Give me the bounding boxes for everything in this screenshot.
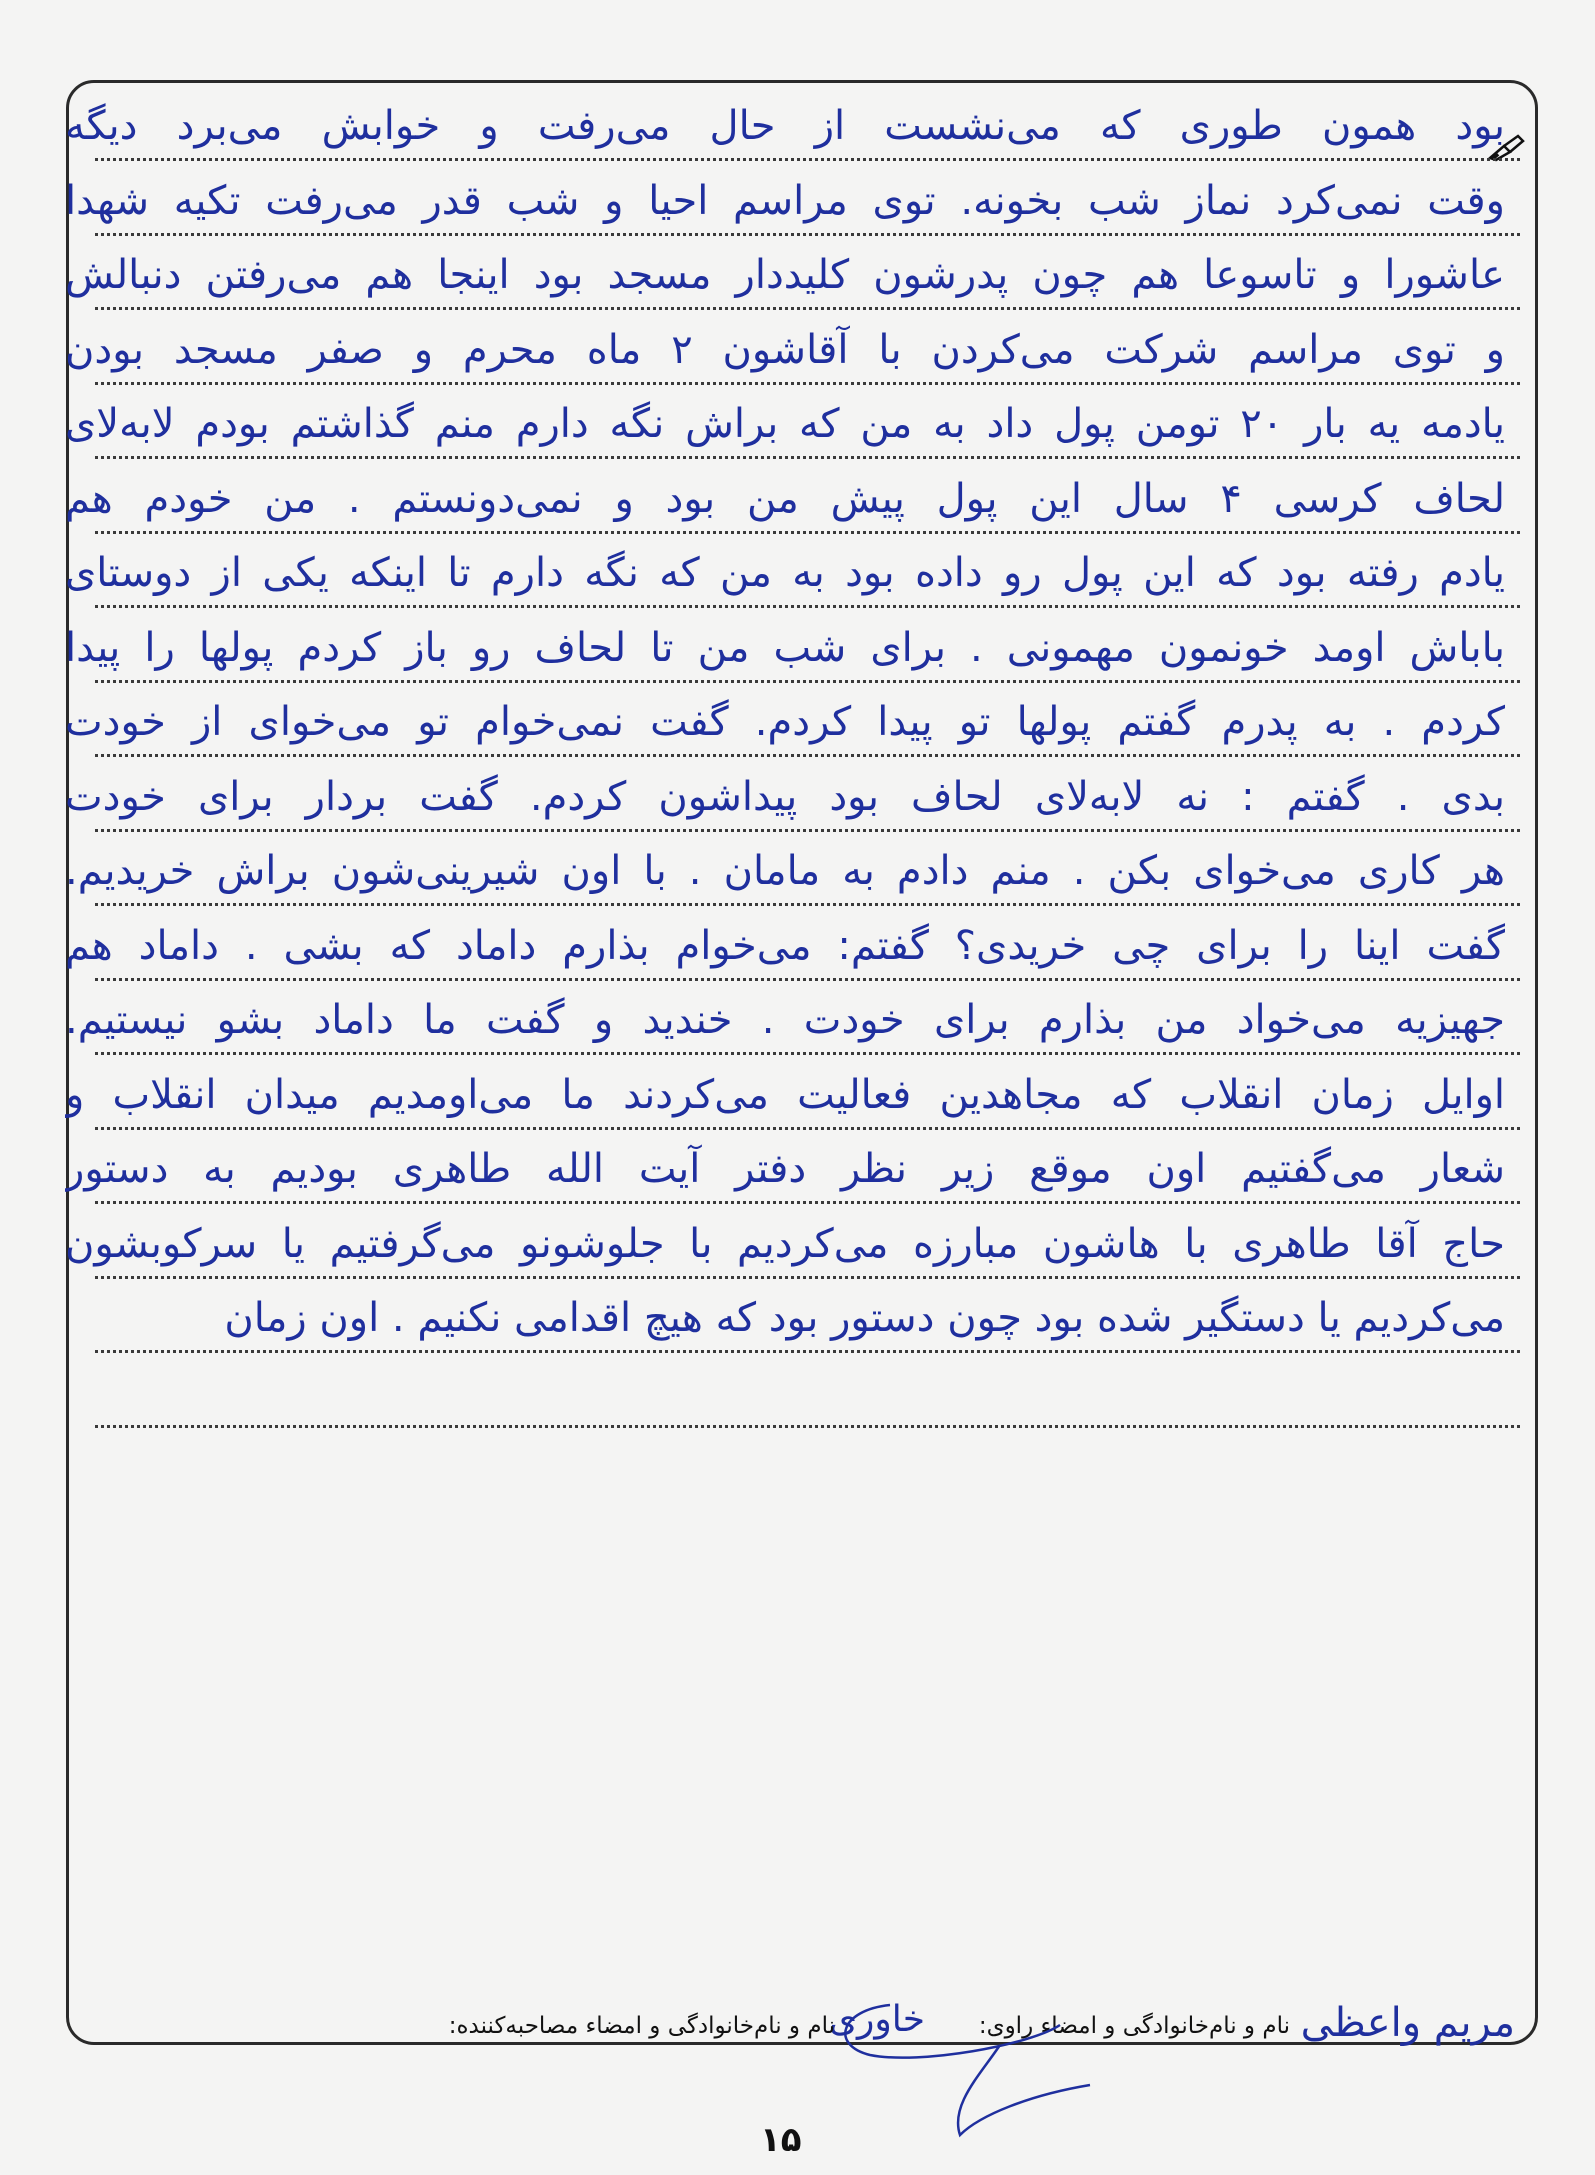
- ruled-line: [95, 233, 1520, 236]
- signature-footer: [95, 1995, 1515, 2055]
- handwritten-line: اوایل زمان انقلاب که مجاهدین فعالیت می‌کردند ما می‌اومدیم میدان انقلاب و: [65, 1071, 1505, 1118]
- handwritten-line: جهیزیه می‌خواد من بذارم برای خودت . خندید و گفت ما داماد بشو نیستیم.: [65, 997, 1505, 1043]
- ruled-line: [95, 754, 1520, 757]
- ruled-line: [95, 531, 1520, 534]
- handwritten-line: یادم رفته بود که این پول رو داده بود به من که نگه دارم تا اینکه یکی از دوستای: [65, 550, 1505, 596]
- handwritten-line: وقت نمی‌کرد نماز شب بخونه. توی مراسم احیا و شب قدر می‌رفت تکیه شهدا: [65, 177, 1505, 224]
- handwritten-line: می‌کردیم یا دستگیر شده بود چون دستور بود که هیچ اقدامی نکنیم . اون زمان: [224, 1295, 1505, 1341]
- handwritten-line: گفت اینا را برای چی خریدی؟ گفتم: می‌خوام بذارم داماد که بشی . داماد هم: [65, 922, 1505, 969]
- narrator-signature: مریم واعظی: [1300, 2000, 1515, 2046]
- page-number: ۱۵: [760, 2120, 802, 2160]
- handwritten-line: یادمه یه بار ۲۰ تومن پول داد به من که براش نگه دارم منم گذاشتم بودم لابه‌لای: [65, 401, 1505, 447]
- ruled-line: [95, 1425, 1520, 1428]
- handwritten-line: هر کاری می‌خوای بکن . منم دادم به مامان . با اون شیرینی‌شون براش خریدیم.: [65, 848, 1505, 894]
- interviewer-label: نام و نام‌خانوادگی و امضاء مصاحبه‌کننده:: [448, 2013, 835, 2039]
- handwritten-line: باباش اومد خونمون مهمونی . برای شب من تا لحاف رو باز کردم پولها را پیدا: [65, 624, 1505, 671]
- ruled-line: [95, 978, 1520, 981]
- ruled-line: [95, 1276, 1520, 1279]
- handwritten-line: عاشورا و تاسوعا هم چون پدرشون کلیددار مسجد بود اینجا هم می‌رفتن دنبالش: [65, 252, 1505, 298]
- ruled-line: [95, 1350, 1520, 1353]
- ruled-line: [95, 829, 1520, 832]
- signature-flourish: [830, 1985, 1100, 2145]
- ruled-line: [95, 1052, 1520, 1055]
- ruled-line: [95, 605, 1520, 608]
- handwritten-line: کردم . به پدرم گفتم پولها تو پیدا کردم. گفت نمی‌خوام تو می‌خوای از خودت: [65, 699, 1505, 745]
- ruled-line: [95, 382, 1520, 385]
- ruled-line: [95, 456, 1520, 459]
- ruled-line: [95, 1127, 1520, 1130]
- handwritten-line: حاج آقا طاهری با هاشون مبارزه می‌کردیم با جلوشونو می‌گرفتیم یا سرکوبشون: [65, 1220, 1505, 1267]
- narrator-label: نام و نام‌خانوادگی و امضاء راوی:: [978, 2013, 1290, 2039]
- ruled-line: [95, 158, 1520, 161]
- ruled-line: [95, 903, 1520, 906]
- handwritten-line: بود همون طوری که می‌نشست از حال می‌رفت و خوابش می‌برد دیگه: [65, 103, 1505, 149]
- ruled-line: [95, 307, 1520, 310]
- handwritten-line: بدی . گفتم : نه لابه‌لای لحاف بود پیداشون کردم. گفت بردار برای خودت: [65, 773, 1505, 820]
- handwritten-line: و توی مراسم شرکت می‌کردن با آقاشون ۲ ماه محرم و صفر مسجد بودن: [65, 326, 1505, 373]
- ruled-line: [95, 1201, 1520, 1204]
- ruled-line: [95, 680, 1520, 683]
- interviewer-signature: خاوری: [828, 1999, 925, 2040]
- handwritten-line: لحاف کرسی ۴ سال این پول پیش من بود و نمی‌دونستم . من خودم هم: [65, 475, 1505, 522]
- handwritten-line: شعار می‌گفتیم اون موقع زیر نظر دفتر آیت الله طاهری بودیم به دستور: [65, 1146, 1505, 1192]
